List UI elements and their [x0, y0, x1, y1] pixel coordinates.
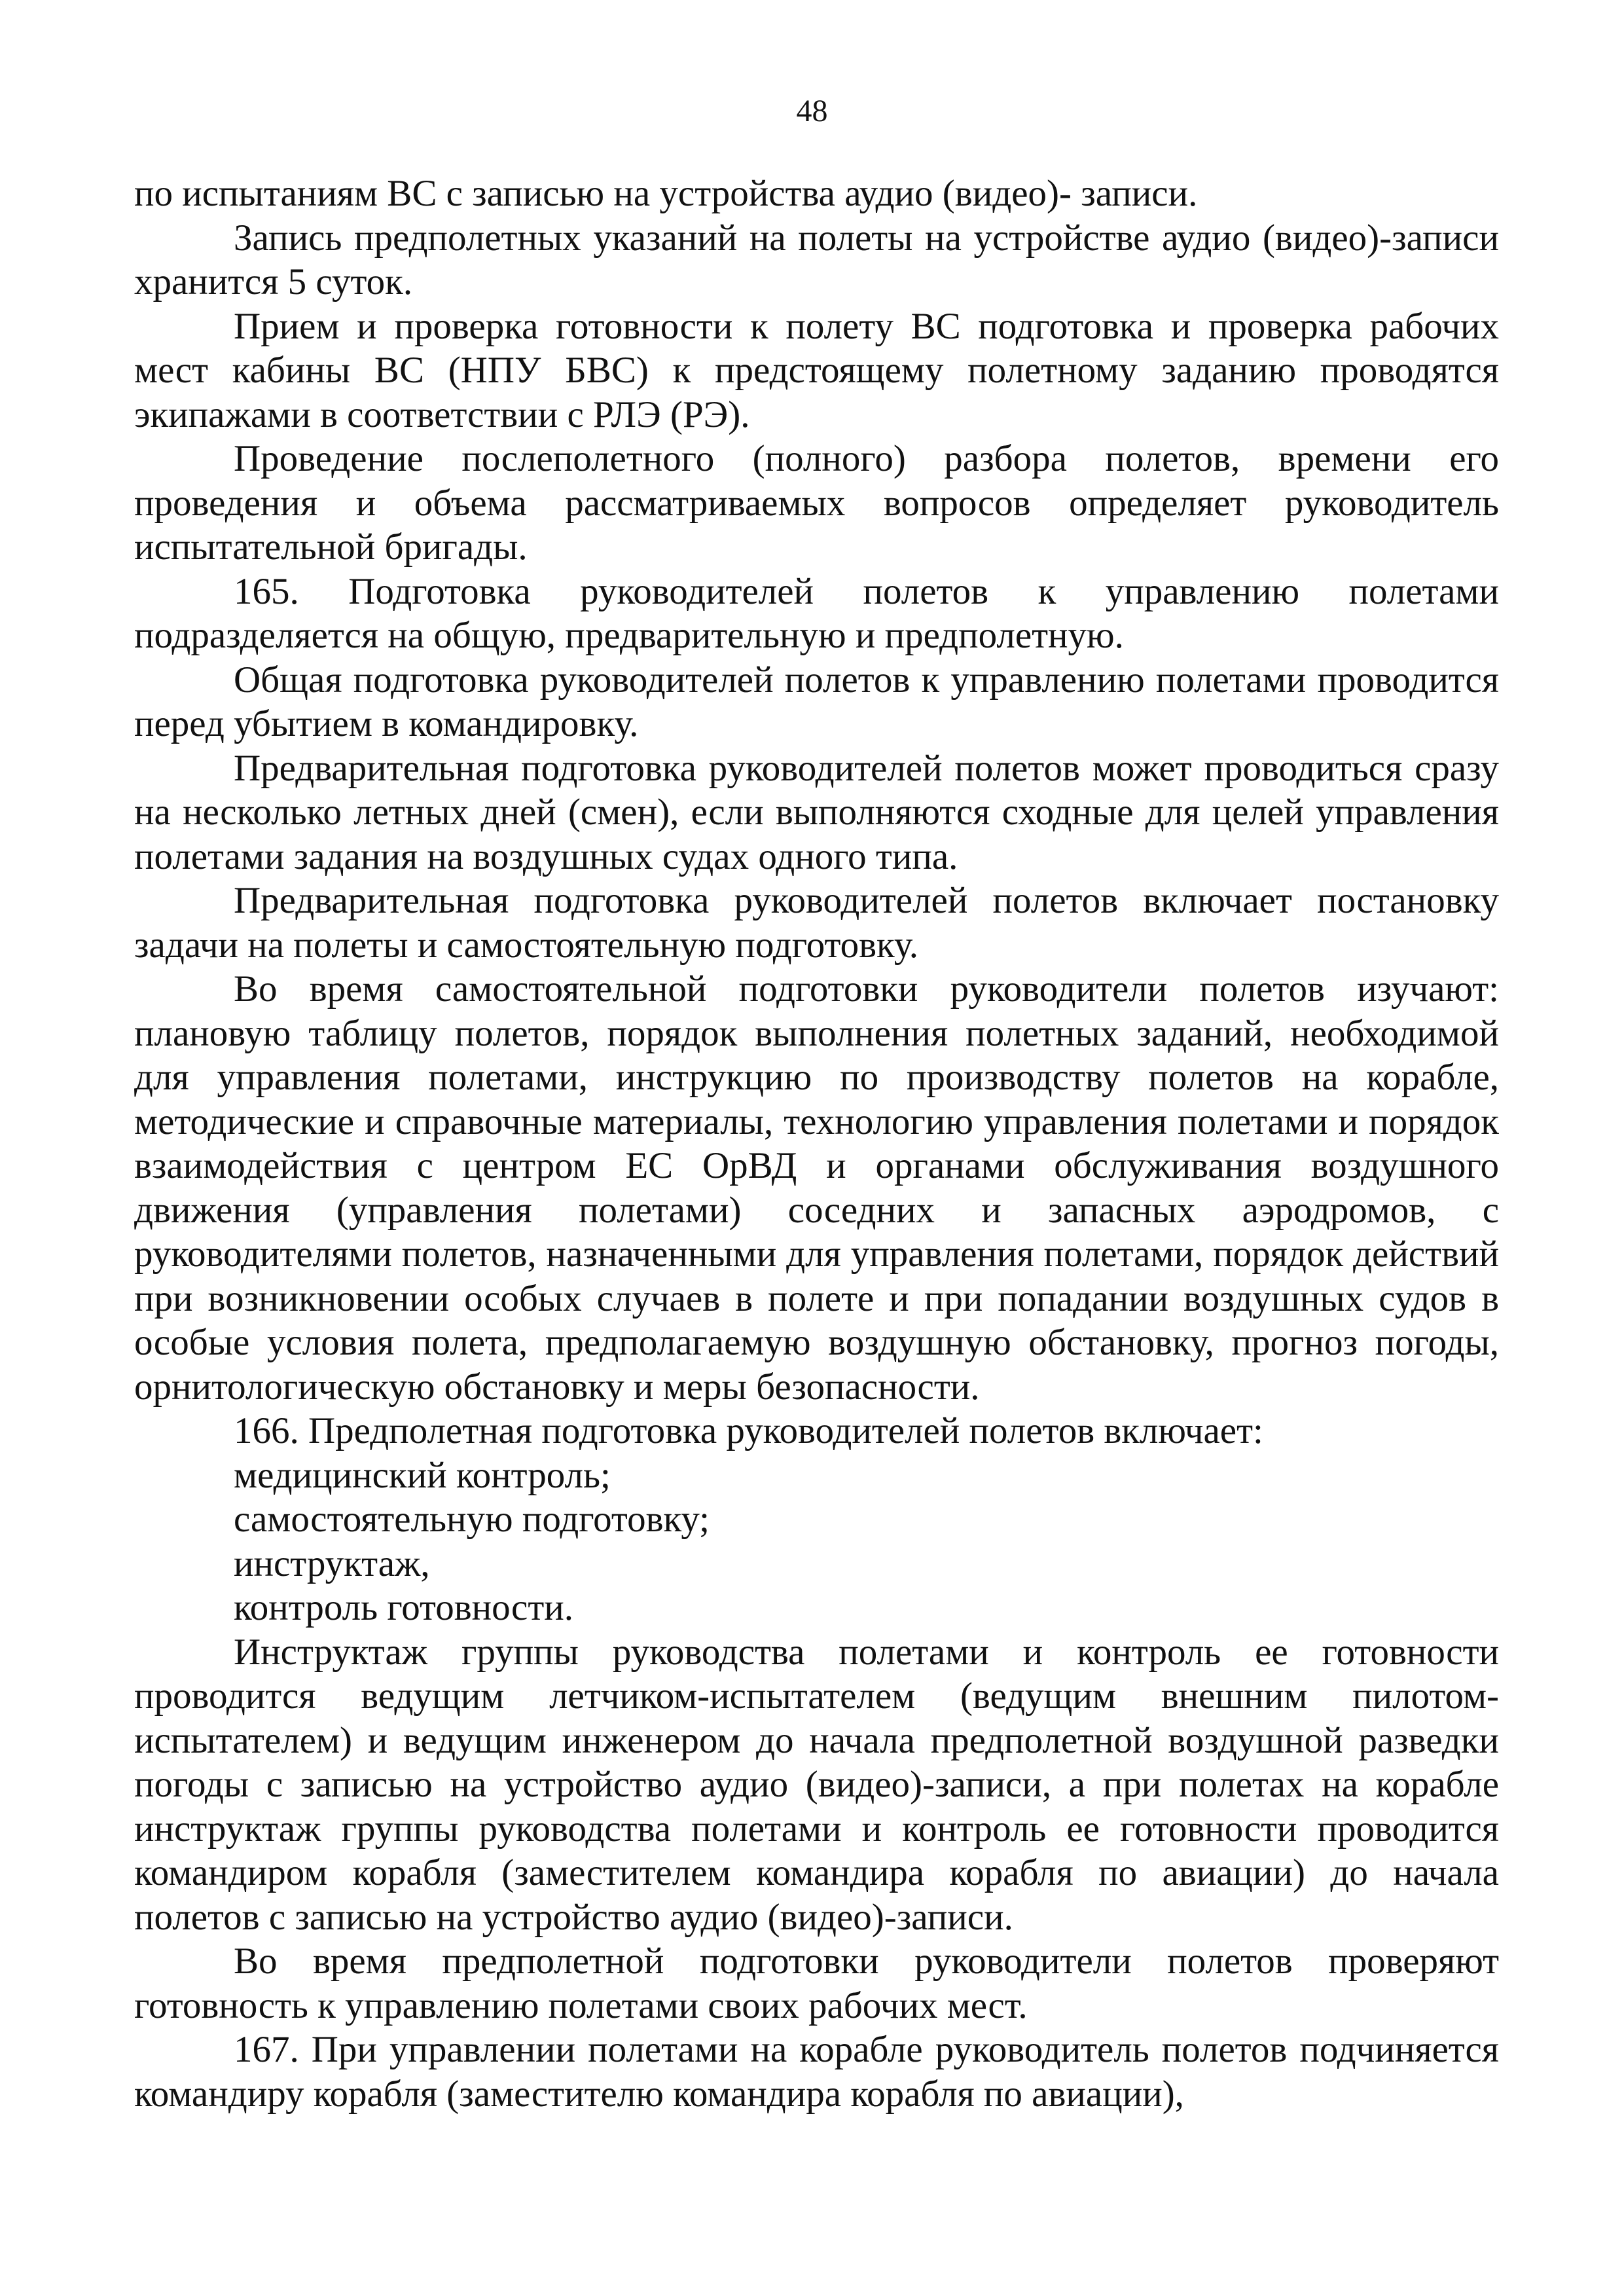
paragraph: Прием и проверка готовности к полету ВС подготовка и проверка рабочих мест кабины ВС (НПУ БВС) к предстоящему полетному заданию проводятся экипажами в соответствии с РЛЭ (РЭ). — [134, 305, 1499, 435]
paragraph: по испытаниям ВС с записью на устройства аудио (видео)- записи. — [134, 173, 1198, 214]
paragraph: Предварительная подготовка руководителей полетов включает постановку задачи на полеты и самостоятельную подготовку. — [134, 880, 1499, 966]
paragraph: Запись предполетных указаний на полеты на устройстве аудио (видео)-записи хранится 5 суток. — [134, 217, 1499, 302]
paragraph-section-166: 166. Предполетная подготовка руководителей полетов включает: — [234, 1410, 1263, 1451]
document-body — [134, 172, 1499, 2116]
list-item: самостоятельную подготовку; — [234, 1499, 710, 1540]
list-item: медицинский контроль; — [234, 1454, 611, 1496]
paragraph: Инструктаж группы руководства полетами и контроль ее готовности проводится ведущим летчиком-испытателем (ведущим внешним пилотом-испытателем) и ведущим инженером до начала предполетной воздушной разведки погоды с записью на устройство аудио (видео)-записи, а при полетах на корабле инструктаж группы руководства полетами и контроль ее готовности проводится командиром корабля (заместителем командира корабля по авиации) до начала полетов с записью на устройство аудио (видео)-записи. — [134, 1631, 1499, 1938]
paragraph-section-167: 167. При управлении полетами на корабле руководитель полетов подчиняется командиру корабля (заместителю командира корабля по авиации), — [134, 2029, 1499, 2115]
paragraph: Общая подготовка руководителей полетов к управлению полетами проводится перед убытием в командировку. — [134, 659, 1499, 744]
paragraph: Во время самостоятельной подготовки руководители полетов изучают: плановую таблицу полетов, порядок выполнения полетных заданий, необходимой для управления полетами, инструкцию по производству полетов на корабле, методические и справочные материалы, технологию управления полетами и порядок взаимодействия с центром ЕС ОрВД и органами обслуживания воздушного движения (управления полетами) соседних и запасных аэродромов, с руководителями полетов, назначенными для управления полетами, порядок действий при возникновении особых случаев в полете и при попадании воздушных судов в особые условия полета, предполагаемую воздушную обстановку, прогноз погоды, орнитологическую обстановку и меры безопасности. — [134, 968, 1499, 1408]
paragraph: Проведение послеполетного (полного) разбора полетов, времени его проведения и объема рассматриваемых вопросов определяет руководитель испытательной бригады. — [134, 438, 1499, 568]
page-number: 48 — [796, 94, 828, 128]
paragraph-section-165: 165. Подготовка руководителей полетов к управлению полетами подразделяется на общую, предварительную и предполетную. — [134, 570, 1499, 656]
paragraph: Во время предполетной подготовки руководители полетов проверяют готовность к управлению полетами своих рабочих мест. — [134, 1941, 1499, 2026]
paragraph: Предварительная подготовка руководителей полетов может проводиться сразу на несколько летных дней (смен), если выполняются сходные для целей управления полетами задания на воздушных судах одного типа. — [134, 747, 1499, 877]
list-item: инструктаж, — [234, 1542, 430, 1584]
list-item: контроль готовности. — [234, 1587, 574, 1628]
